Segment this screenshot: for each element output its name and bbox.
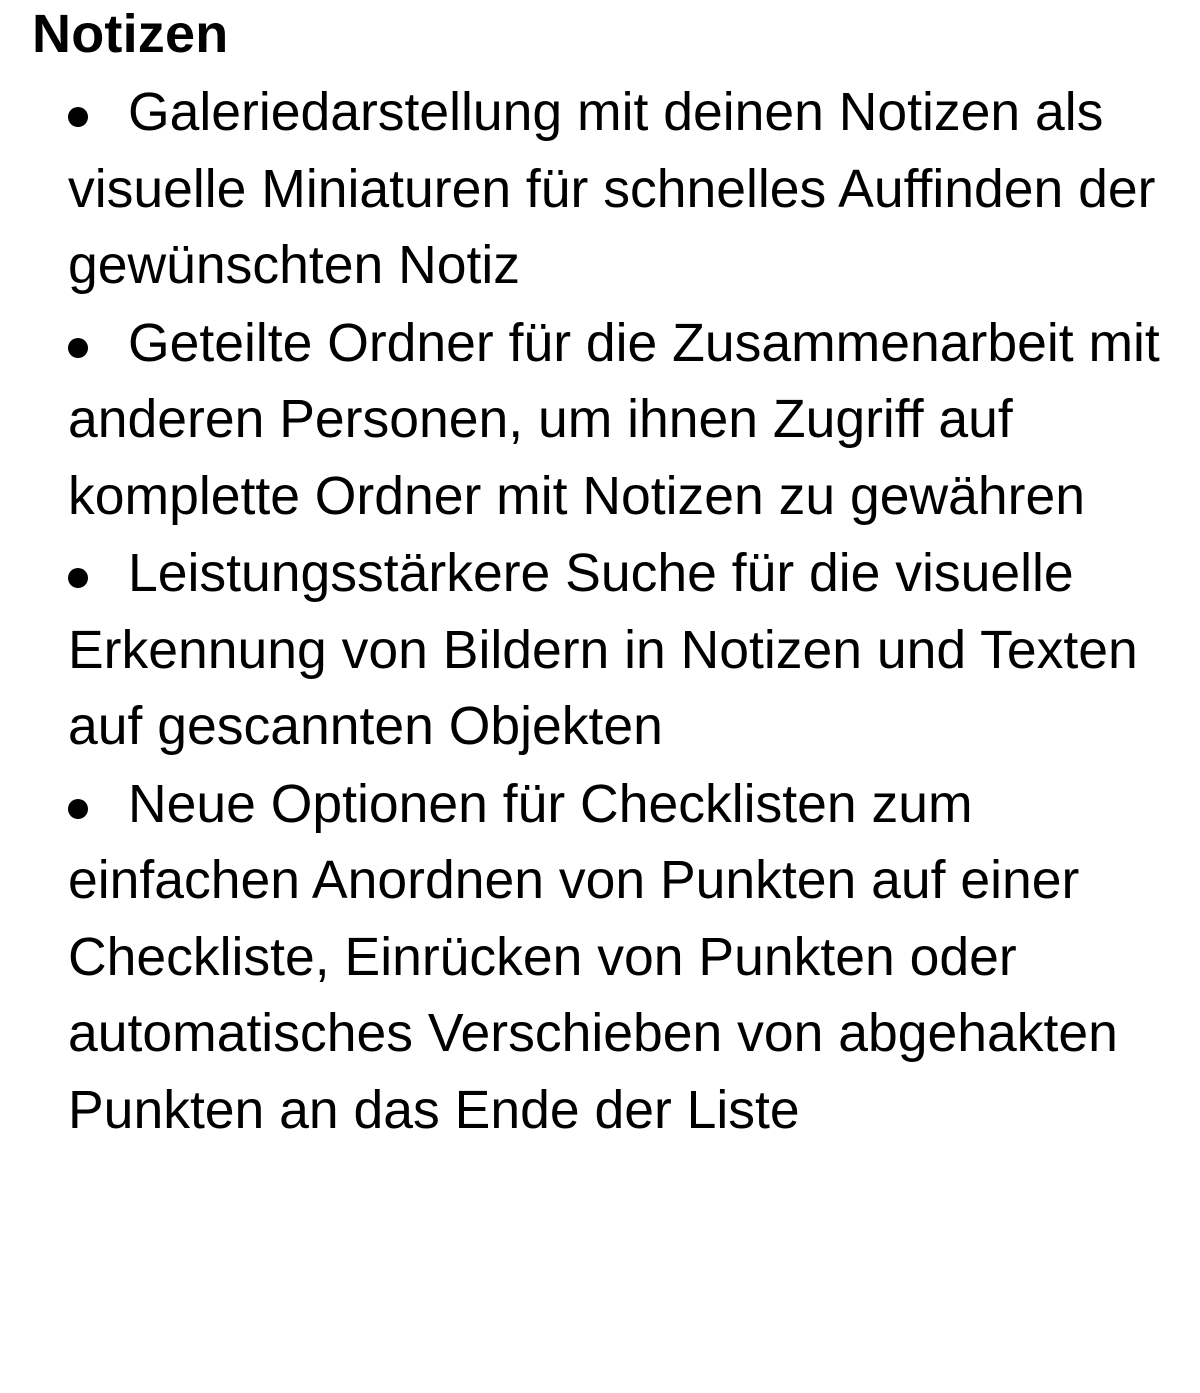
list-item: [68, 75, 1164, 305]
list-item-text: Galeriedarstellung mit deinen Notizen als visuelle Miniaturen für schnelles Auffinden der gewünschten Notiz: [68, 83, 1156, 295]
list-item: [68, 306, 1164, 536]
section-title: Notizen: [32, 4, 229, 64]
list-item-text: Geteilte Ordner für die Zusammenarbeit mit anderen Personen, um ihnen Zugriff auf komplette Ordner mit Notizen zu gewähren: [68, 313, 1160, 526]
list-item-text: Leistungsstärkere Suche für die visuelle Erkennung von Bildern in Notizen und Texten auf gescannten Objekten: [68, 544, 1138, 756]
bullet-icon: [68, 338, 88, 358]
bullet-icon: [68, 568, 88, 588]
feature-list: [32, 75, 1164, 1149]
bullet-icon: [68, 799, 88, 819]
list-item: [68, 536, 1164, 766]
list-item: [68, 767, 1164, 1150]
bullet-icon: [68, 107, 88, 127]
list-item-text: Neue Optionen für Checklisten zum einfachen Anordnen von Punkten auf einer Checkliste, Einrücken von Punkten oder automatisches Verschieben von abgehakten Punkten an das Ende der Liste: [68, 774, 1118, 1140]
